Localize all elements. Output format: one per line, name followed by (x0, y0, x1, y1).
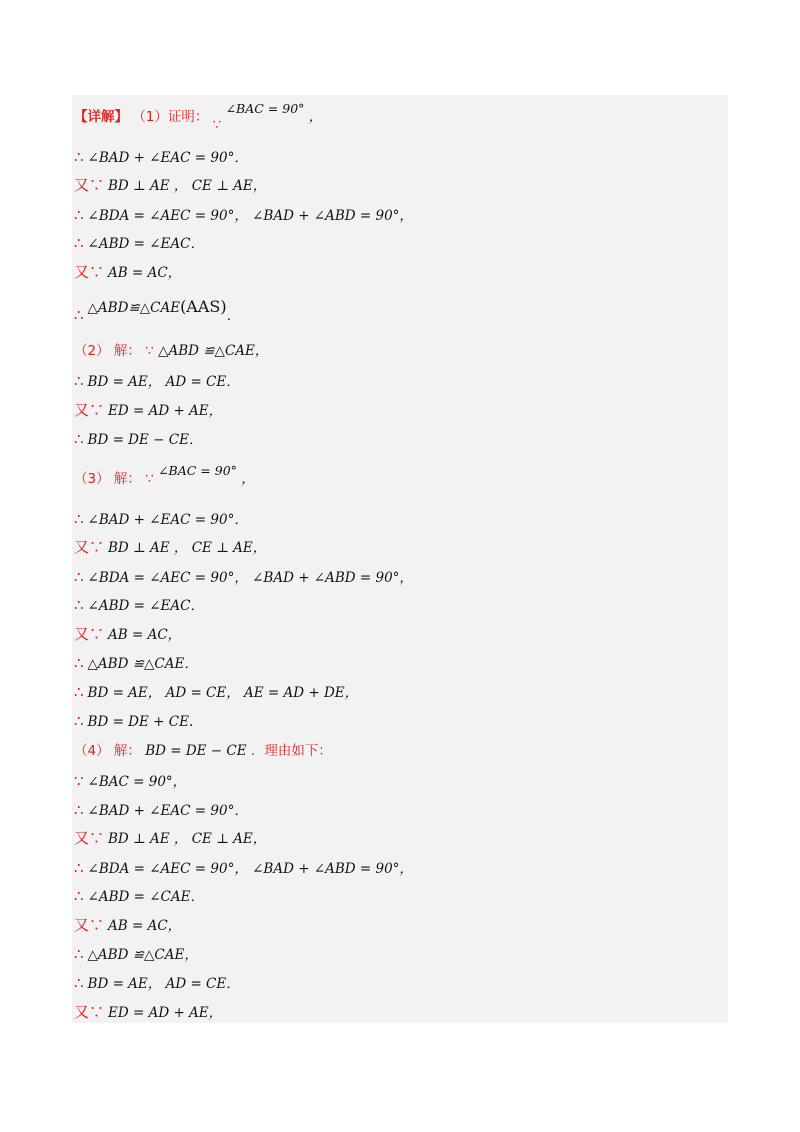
header-comma: ， (241, 471, 255, 487)
line-symbol: 又∵ (74, 263, 105, 281)
p4-line-7 (74, 943, 198, 965)
line-math: ∠ABD = ∠CAE． (87, 889, 204, 905)
p3-line-4 (74, 594, 204, 616)
line-symbol: ∴ (74, 430, 84, 448)
line-math: ∠ABD = ∠EAC． (87, 598, 204, 614)
line-math: BD = AE， AD = CE． (87, 374, 240, 390)
line-math: BD ⊥ AE ， CE ⊥ AE， (108, 540, 267, 556)
because-symbol: ∵ (212, 117, 222, 133)
header-math: BD = DE − CE (145, 743, 247, 759)
p2-line-3 (74, 428, 202, 450)
part4-header (74, 740, 332, 762)
because-symbol: ∵ (145, 471, 154, 487)
line-symbol: ∴ (74, 148, 84, 166)
p4-line-2 (74, 799, 248, 821)
p4-line-4 (74, 857, 413, 879)
line-symbol: ∴ (74, 206, 84, 224)
reason-text: ．理由如下： (250, 743, 332, 759)
part3-header (74, 463, 255, 490)
line-symbol: ∴ (74, 596, 84, 614)
p4-line-8 (74, 972, 240, 994)
line-symbol: 又∵ (74, 916, 105, 934)
line-symbol: 又∵ (74, 538, 105, 556)
p4-line-1 (74, 770, 186, 792)
line-math: △ABD ≌△CAE， (87, 947, 198, 963)
line-math: ∠ABD = ∠EAC． (87, 236, 204, 252)
line-symbol: ∴ (74, 945, 84, 963)
p1-line-1 (74, 146, 248, 168)
line-math: ∠BDA = ∠AEC = 90°， ∠BAD + ∠ABD = 90°， (87, 570, 413, 586)
because-symbol: ∵ (145, 343, 154, 359)
part1-header (74, 101, 323, 133)
line-symbol: 又∵ (74, 829, 105, 847)
part2-label: （2） (74, 343, 110, 359)
p3-line-2 (74, 536, 266, 558)
solve-label: 解： (113, 343, 141, 359)
line-math: ∠BDA = ∠AEC = 90°， ∠BAD + ∠ABD = 90°， (87, 208, 413, 224)
line-symbol: ∴ (74, 510, 84, 528)
solve-label: 解： (113, 743, 141, 759)
p1-line-3 (74, 204, 413, 226)
line-math: AB = AC， (108, 265, 182, 281)
p1-line-4 (74, 232, 204, 254)
line-math: ED = AD + AE， (108, 403, 223, 419)
line-math: ED = AD + AE， (108, 1005, 223, 1021)
line-math: ∠BAC = 90°， (87, 774, 187, 790)
line-symbol: 又∵ (74, 176, 105, 194)
part2-header (74, 340, 268, 362)
line-symbol: ∴ (74, 712, 84, 730)
part4-label: （4） (74, 743, 110, 759)
p3-line-6 (74, 652, 198, 674)
line-end: ． (226, 308, 241, 324)
line-symbol: ∵ (74, 772, 84, 790)
detail-tag: 【详解】 (74, 109, 128, 125)
line-math: ∠BAD + ∠EAC = 90°． (87, 512, 248, 528)
header-math: △ABD ≌△CAE， (158, 343, 269, 359)
line-symbol: 又∵ (74, 625, 105, 643)
p4-line-9 (74, 1001, 222, 1023)
p3-line-8 (74, 710, 193, 732)
p3-line-3 (74, 566, 413, 588)
line-symbol: ∴ (74, 683, 84, 701)
p4-line-5 (74, 885, 204, 907)
p1-line-6 (74, 296, 241, 324)
line-math: BD = DE + CE. (87, 714, 194, 730)
line-symbol: ∴ (74, 568, 84, 586)
part3-label: （3） (74, 471, 110, 487)
line-symbol: 又∵ (74, 401, 105, 419)
header-math: ∠BAC = 90° (225, 101, 305, 116)
congruence-math: △ABD≌△CAE (87, 300, 181, 316)
p4-line-6 (74, 914, 181, 936)
line-symbol: ∴ (74, 654, 84, 672)
p3-line-5 (74, 623, 181, 645)
line-math: AB = AC， (108, 627, 182, 643)
line-math: BD ⊥ AE ， CE ⊥ AE， (108, 831, 267, 847)
line-symbol: 又∵ (74, 1003, 105, 1021)
line-symbol: ∴ (74, 372, 84, 390)
line-symbol: ∴ (74, 859, 84, 877)
p2-line-1 (74, 370, 240, 392)
p1-line-2 (74, 174, 266, 196)
line-symbol: ∴ (74, 306, 84, 324)
line-math: ∠BDA = ∠AEC = 90°， ∠BAD + ∠ABD = 90°， (87, 861, 413, 877)
p3-line-7 (74, 681, 358, 703)
part1-label: （1）证明： (132, 109, 209, 125)
p2-line-2 (74, 399, 222, 421)
line-math: △ABD ≌△CAE． (87, 656, 198, 672)
line-math: AB = AC， (108, 918, 182, 934)
solve-label: 解： (113, 471, 141, 487)
line-math: BD ⊥ AE ， CE ⊥ AE， (108, 178, 267, 194)
line-symbol: ∴ (74, 234, 84, 252)
line-math: ∠BAD + ∠EAC = 90°． (87, 150, 248, 166)
aas-reason: (AAS) (180, 297, 227, 316)
line-math: BD = DE − CE． (87, 432, 203, 448)
header-comma: ， (308, 109, 323, 125)
line-math: BD = AE， AD = CE， AE = AD + DE， (87, 685, 359, 701)
p3-line-1 (74, 508, 248, 530)
line-math: ∠BAD + ∠EAC = 90°． (87, 803, 248, 819)
line-math: BD = AE， AD = CE． (87, 976, 240, 992)
p1-line-5 (74, 261, 181, 283)
line-symbol: ∴ (74, 887, 84, 905)
p4-line-3 (74, 827, 266, 849)
line-symbol: ∴ (74, 974, 84, 992)
line-symbol: ∴ (74, 801, 84, 819)
header-math: ∠BAC = 90° (158, 463, 237, 478)
